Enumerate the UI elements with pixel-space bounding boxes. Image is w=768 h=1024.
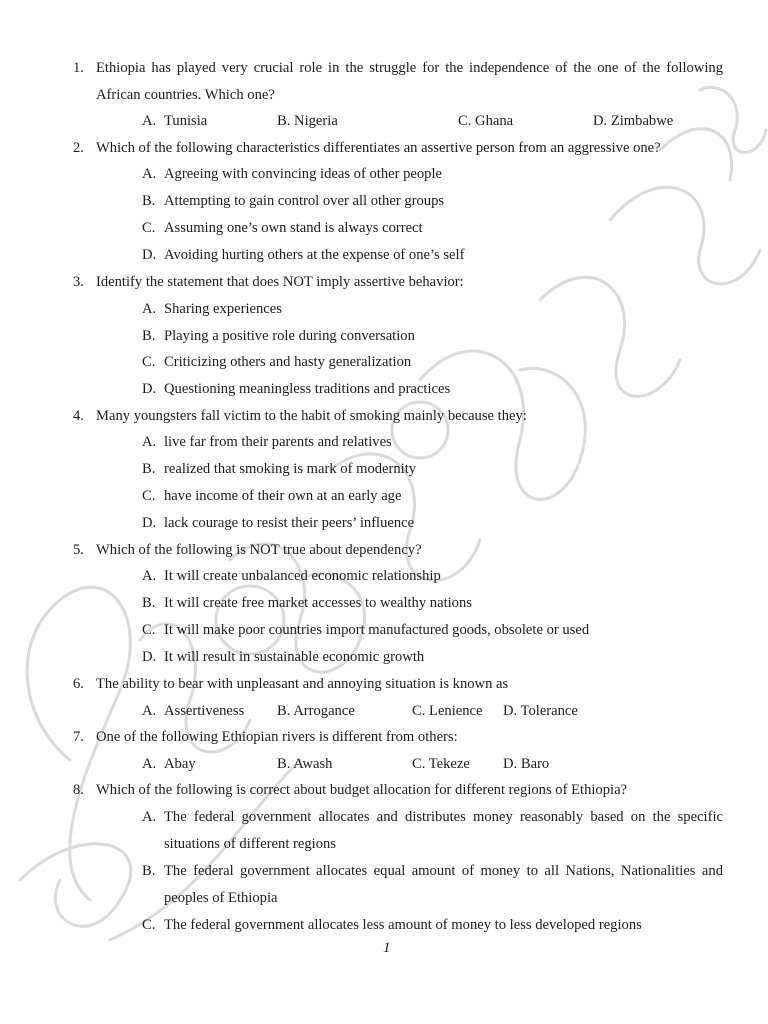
option-text: Agreeing with convincing ideas of other people	[164, 166, 443, 182]
option-text: lack courage to resist their peers’ influence	[164, 515, 415, 531]
question-text: Which of the following characteristics differentiates an assertive person from an aggressive one?	[96, 140, 661, 156]
question-number: 8.	[73, 782, 84, 798]
option-text: Playing a positive role during conversation	[164, 328, 415, 344]
option-text: Questioning meaningless traditions and practices	[164, 381, 451, 397]
question-text: Ethiopia has played very crucial role in the struggle for the independence of the one of the following	[96, 60, 723, 76]
option-letter: A.	[142, 703, 157, 719]
option-letter: C.	[142, 917, 156, 933]
question-number: 3.	[73, 274, 84, 290]
option-letter: D.	[142, 649, 157, 665]
option-text: have income of their own at an early age	[164, 488, 402, 504]
option-text: B. Nigeria	[277, 113, 338, 129]
option-text: The federal government allocates equal amount of money to all Nations, Nationalities and	[164, 863, 723, 879]
option-text: Assertiveness	[164, 703, 245, 719]
option-letter: A.	[142, 568, 157, 584]
option-text: C. Tekeze	[412, 756, 470, 772]
option-text: Criticizing others and hasty generalization	[164, 354, 412, 370]
option-text: Tunisia	[164, 113, 208, 129]
option-letter: A.	[142, 166, 157, 182]
option-letter: D.	[142, 381, 157, 397]
question-text: Many youngsters fall victim to the habit of smoking mainly because they:	[96, 408, 527, 424]
option-text: D. Zimbabwe	[593, 113, 674, 129]
question-number: 5.	[73, 542, 84, 558]
option-text: C. Lenience	[412, 703, 483, 719]
option-text: It will create free market accesses to wealthy nations	[164, 595, 472, 611]
option-text: It will create unbalanced economic relationship	[164, 568, 441, 584]
question-number: 7.	[73, 729, 84, 745]
option-text: live far from their parents and relatives	[164, 434, 392, 450]
question-text: The ability to bear with unpleasant and annoying situation is known as	[96, 676, 509, 692]
option-letter: C.	[142, 622, 156, 638]
option-letter: D.	[142, 515, 157, 531]
question-number: 1.	[73, 60, 84, 76]
option-text: realized that smoking is mark of modernity	[164, 461, 417, 477]
option-text: Sharing experiences	[164, 301, 282, 317]
question-text: African countries. Which one?	[96, 87, 275, 103]
option-text: situations of different regions	[164, 836, 336, 852]
option-letter: C.	[142, 354, 156, 370]
option-letter: A.	[142, 809, 157, 825]
question-number: 4.	[73, 408, 84, 424]
option-text: C. Ghana	[458, 113, 514, 129]
option-letter: A.	[142, 113, 157, 129]
option-text: Attempting to gain control over all other groups	[164, 193, 445, 209]
question-number: 6.	[73, 676, 84, 692]
option-letter: B.	[142, 461, 156, 477]
option-letter: D.	[142, 247, 157, 263]
question-number: 2.	[73, 140, 84, 156]
option-letter: B.	[142, 595, 156, 611]
question-text: Which of the following is correct about budget allocation for different regions of Ethiopia?	[96, 782, 628, 798]
option-letter: A.	[142, 301, 157, 317]
option-text: It will make poor countries import manufactured goods, obsolete or used	[164, 622, 590, 638]
option-letter: B.	[142, 328, 156, 344]
question-text: Identify the statement that does NOT imply assertive behavior:	[96, 274, 464, 290]
option-letter: A.	[142, 434, 157, 450]
option-letter: B.	[142, 193, 156, 209]
option-text: D. Baro	[503, 756, 550, 772]
option-text: B. Arrogance	[277, 703, 355, 719]
option-text: The federal government allocates and distributes money reasonably based on the specific	[164, 809, 723, 825]
option-letter: C.	[142, 220, 156, 236]
question-text: Which of the following is NOT true about dependency?	[96, 542, 422, 558]
option-text: It will result in sustainable economic growth	[164, 649, 425, 665]
page-number: 1	[383, 940, 391, 956]
option-text: Abay	[164, 756, 196, 772]
option-text: The federal government allocates less amount of money to less developed regions	[164, 917, 642, 933]
option-text: Avoiding hurting others at the expense of one’s self	[164, 247, 465, 263]
option-text: peoples of Ethiopia	[164, 890, 278, 906]
option-text: Assuming one’s own stand is always correct	[164, 220, 423, 236]
option-text: D. Tolerance	[503, 703, 578, 719]
question-text: One of the following Ethiopian rivers is different from others:	[96, 729, 458, 745]
option-letter: C.	[142, 488, 156, 504]
option-letter: A.	[142, 756, 157, 772]
option-text: B. Awash	[277, 756, 333, 772]
option-letter: B.	[142, 863, 156, 879]
